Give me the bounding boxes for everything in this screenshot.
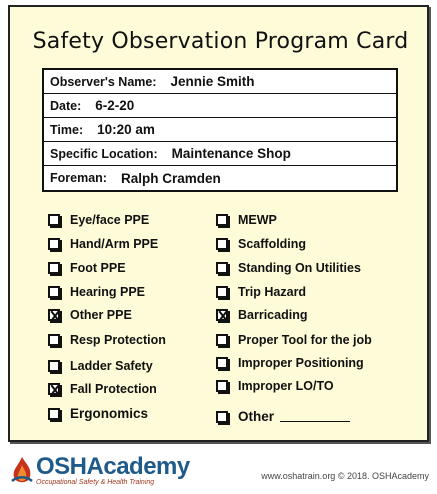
checklist-item[interactable] (48, 308, 132, 322)
foreman-field[interactable] (44, 166, 396, 190)
checkbox[interactable] (216, 238, 228, 250)
checklist-label: Ergonomics (70, 406, 149, 421)
copyright-text: www.oshatrain.org © 2018. OSHAcademy (261, 471, 429, 481)
checkbox[interactable] (48, 238, 60, 250)
checklist-item[interactable] (216, 333, 372, 347)
field-value: Jennie Smith (170, 74, 255, 89)
checkbox[interactable] (216, 411, 228, 423)
checkbox[interactable] (216, 214, 228, 226)
field-label: Time: (50, 122, 84, 137)
checklist-item[interactable] (216, 379, 334, 393)
checklist-item[interactable] (48, 285, 145, 299)
checklist-item[interactable] (216, 356, 364, 370)
brand-name: OSHAcademy (36, 453, 190, 480)
checklist-label: Hand/Arm PPE (70, 237, 159, 251)
checkbox[interactable] (48, 262, 60, 274)
checked-checkbox[interactable] (48, 383, 60, 395)
checklist-label: Barricading (238, 308, 308, 322)
checkbox[interactable] (216, 380, 228, 392)
checkbox[interactable] (48, 214, 60, 226)
field-label: Specific Location: (50, 146, 158, 161)
date-field[interactable] (44, 94, 396, 118)
checklist-item[interactable] (216, 261, 361, 275)
write-in-line[interactable] (280, 411, 350, 422)
checkbox[interactable] (216, 334, 228, 346)
checklist-label: Improper LO/TO (238, 379, 334, 393)
field-label: Observer's Name: (50, 74, 157, 89)
checklist-label: Scaffolding (238, 237, 307, 251)
checklist-label: Other (238, 409, 275, 424)
checklist-item[interactable] (216, 285, 306, 299)
field-value: Ralph Cramden (120, 170, 221, 186)
brand-tagline: Occupational Safety & Health Training (36, 479, 155, 486)
field-value: 10:20 am (97, 122, 155, 137)
footer (0, 450, 437, 494)
observation-card (8, 5, 429, 442)
checklist-item[interactable] (48, 406, 148, 421)
checklist-item[interactable] (216, 308, 307, 322)
field-label: Date: (50, 98, 82, 113)
checkbox[interactable] (48, 408, 60, 420)
field-value: 6-2-20 (95, 98, 135, 113)
checkbox[interactable] (48, 360, 60, 372)
checklist-label: Proper Tool for the job (238, 333, 372, 347)
checkbox[interactable] (216, 357, 228, 369)
checklist-item[interactable] (48, 333, 166, 347)
checklist-label: Standing On Utilities (238, 261, 361, 275)
checklist-item[interactable] (216, 213, 277, 227)
time-field[interactable] (44, 118, 396, 142)
checklist-item[interactable] (48, 237, 158, 251)
checklist-label: Foot PPE (70, 261, 126, 275)
location-field[interactable] (44, 142, 396, 166)
checkbox[interactable] (48, 286, 60, 298)
checklist-item[interactable] (48, 261, 126, 275)
checked-checkbox[interactable] (48, 309, 60, 321)
checklist-item[interactable] (48, 382, 157, 396)
field-value: Maintenance Shop (171, 146, 291, 161)
card-title: Safety Observation Program Card (32, 29, 409, 54)
checklist-label: Ladder Safety (70, 359, 153, 373)
checklist-label: Eye/face PPE (70, 213, 150, 227)
checkbox[interactable] (216, 262, 228, 274)
checklist-item[interactable] (216, 409, 350, 424)
checkbox[interactable] (48, 334, 60, 346)
info-fields (42, 68, 398, 192)
checklist-label: Other PPE (70, 308, 132, 322)
checklist-label: Hearing PPE (70, 285, 146, 299)
oshacademy-logo-icon (10, 456, 34, 486)
checklist-item[interactable] (48, 213, 149, 227)
checklist-label: Resp Protection (70, 333, 166, 347)
checklist-label: Fall Protection (70, 382, 157, 396)
checked-checkbox[interactable] (216, 309, 228, 321)
checklist-label: Trip Hazard (238, 285, 307, 299)
checklist-label: MEWP (238, 213, 277, 227)
checklist-item[interactable] (216, 237, 306, 251)
observer-name-field[interactable] (44, 70, 396, 94)
checkbox[interactable] (216, 286, 228, 298)
checklist-item[interactable] (48, 359, 153, 373)
checklist-label: Improper Positioning (238, 356, 364, 370)
field-label: Foreman: (50, 171, 107, 185)
